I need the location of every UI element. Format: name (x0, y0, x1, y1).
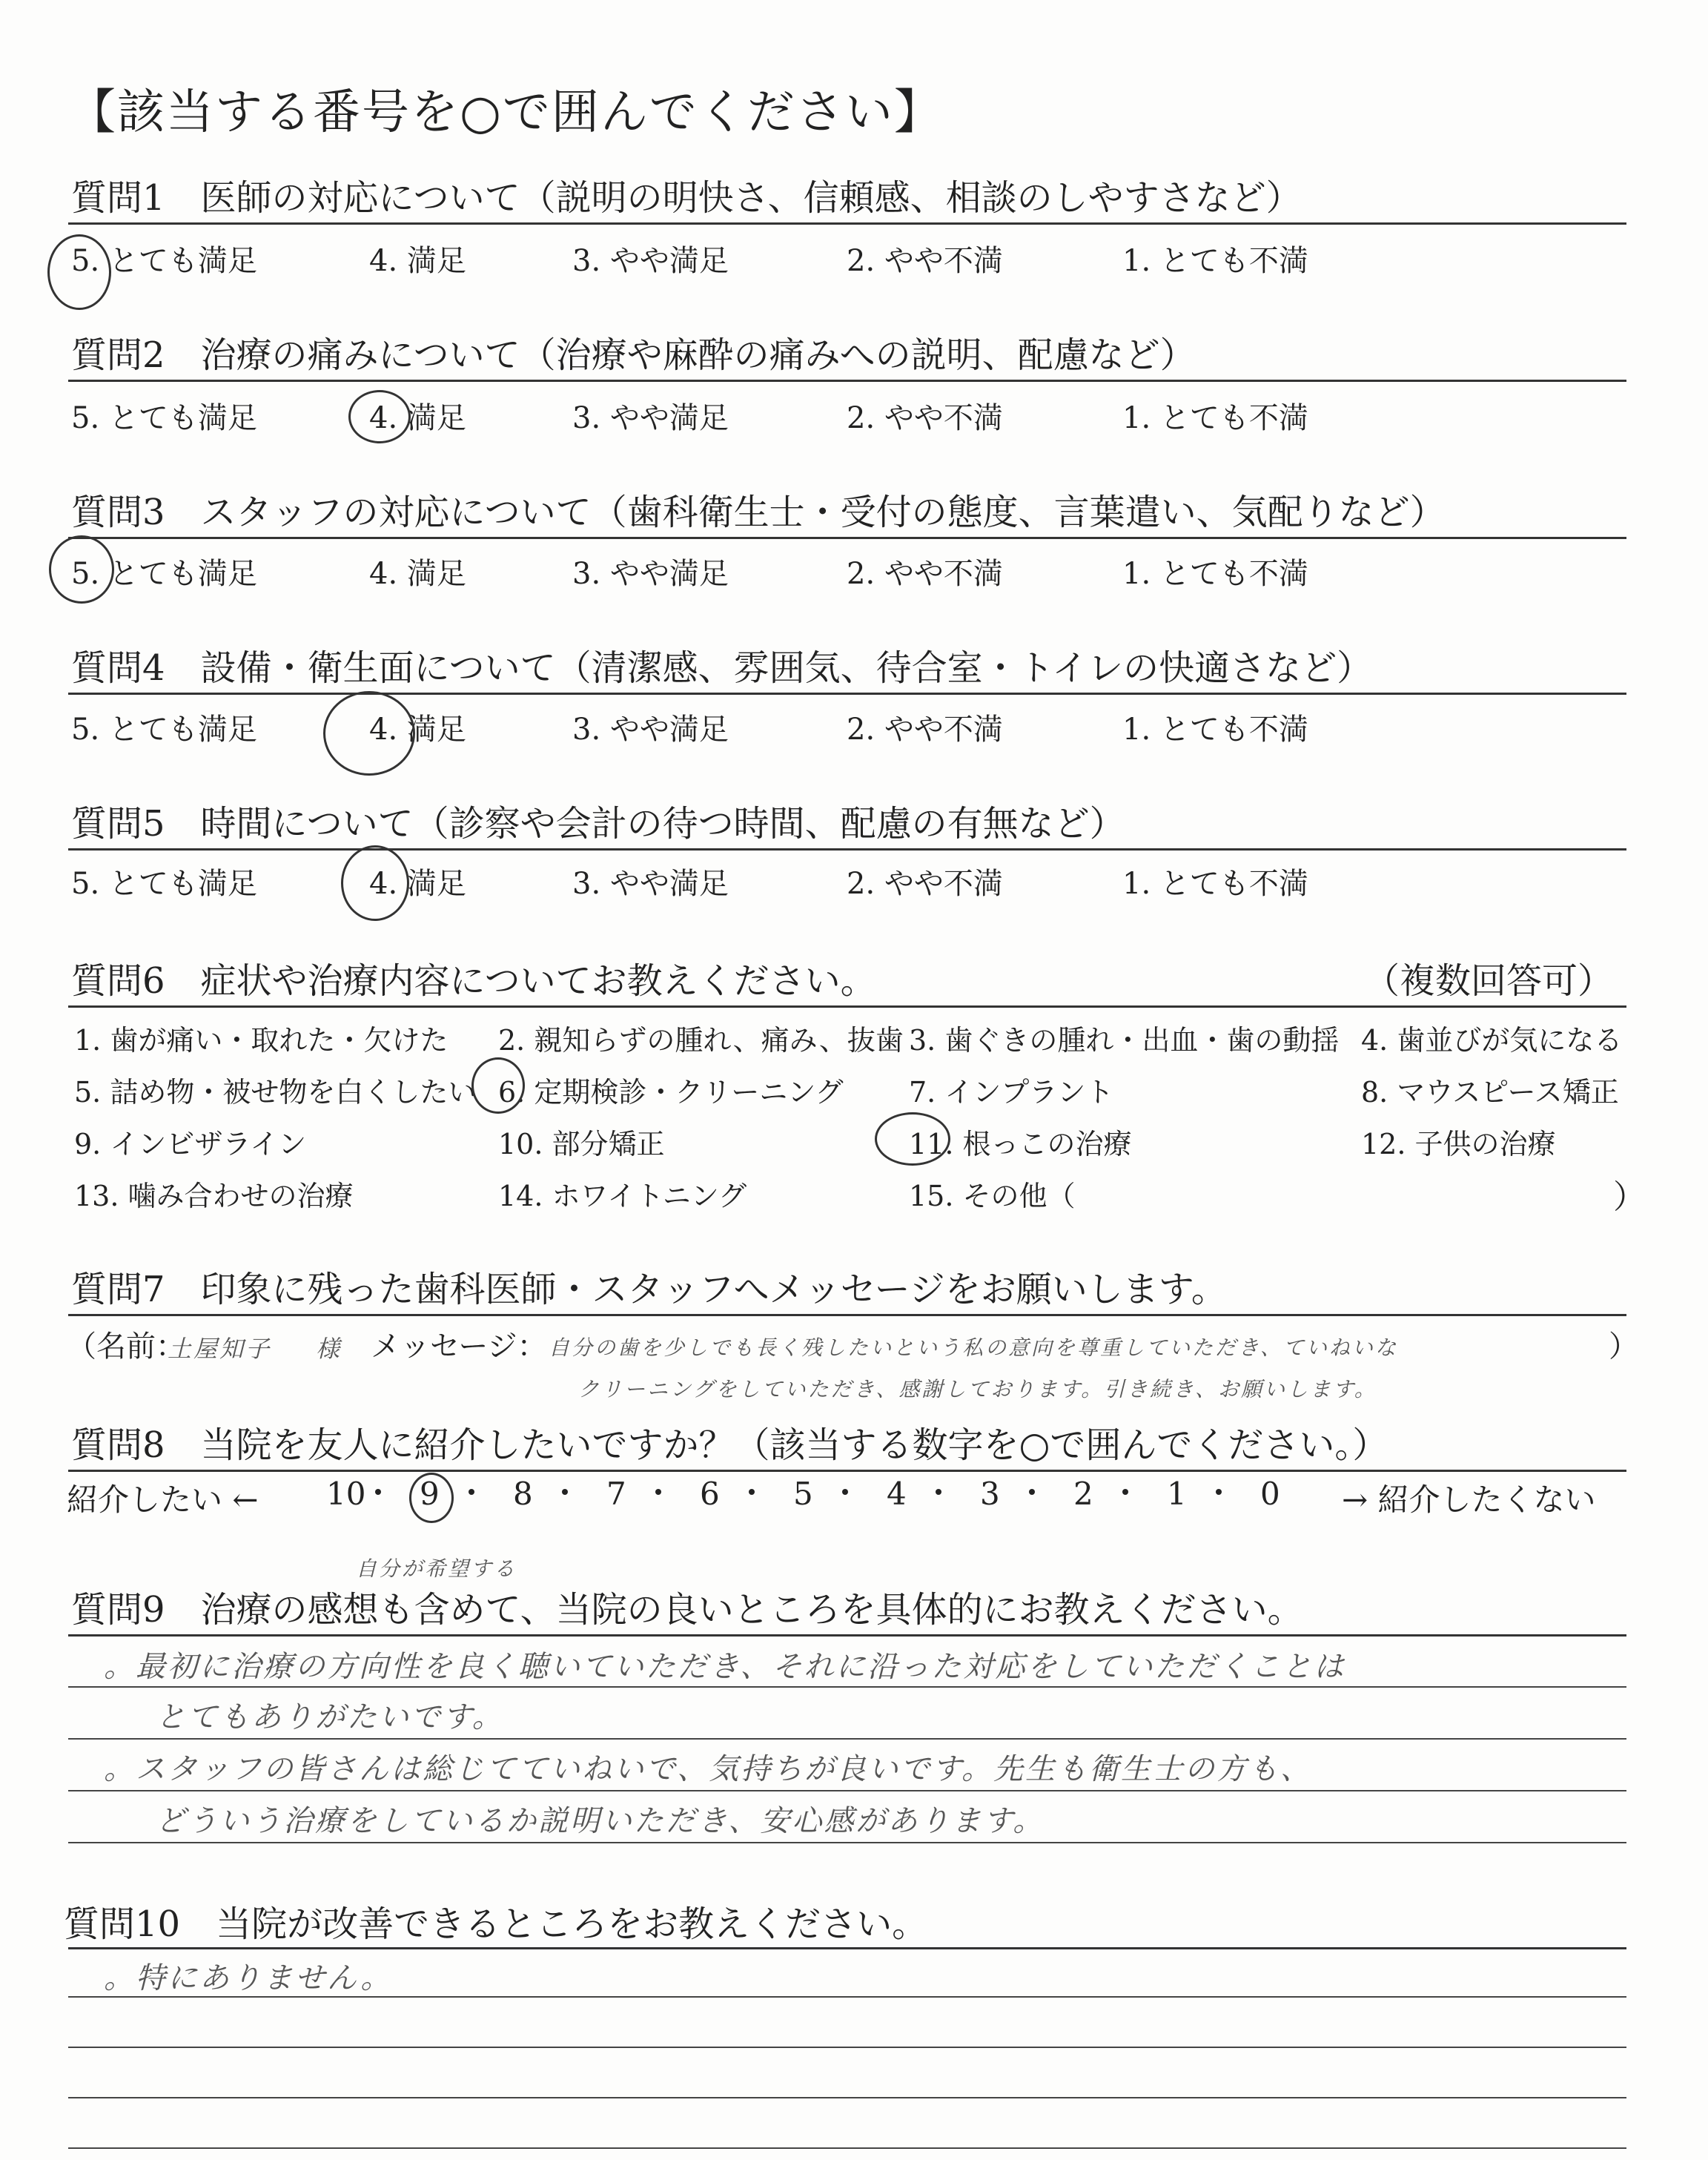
q8-scale-value-5[interactable]: 5 (793, 1476, 813, 1512)
q7-message-label: メッセージ： (371, 1330, 547, 1364)
q6-option-4[interactable]: 4. 歯並びが気になる (1361, 1024, 1623, 1057)
q8-scale-dot (1216, 1489, 1222, 1495)
question-7-title: 質問7 印象に残った歯科医師・スタッフへメッセージをお願いします。 (71, 1269, 1227, 1310)
q8-scale-dot (1029, 1489, 1035, 1495)
q8-scale-value-0[interactable]: 0 (1260, 1476, 1280, 1512)
q10-answer-line-1[interactable]: 。特にありません。 (104, 1961, 393, 1995)
q6-selection-circle-11 (875, 1112, 950, 1166)
q6-option-8[interactable]: 8. マウスピース矯正 (1361, 1076, 1619, 1109)
q3-option-1[interactable]: 1. とても不満 (1122, 557, 1308, 591)
question-9-title: 質問9 治療の感想も含めて、当院の良いところを具体的にお教えください。 (71, 1589, 1303, 1631)
q9-answer-line-3[interactable]: 。スタッフの皆さんは総じてていねいで、気持ちが良いです。先生も衛生士の方も、 (104, 1752, 1312, 1786)
q8-scale-dot (655, 1489, 661, 1495)
q4-option-4[interactable]: 4. 満足 (369, 713, 466, 747)
q6-option-3[interactable]: 3. 歯ぐきの腫れ・出血・歯の動揺 (909, 1024, 1340, 1057)
q6-option-15[interactable]: 15. その他（ (909, 1180, 1076, 1212)
q5-selection-circle (341, 845, 409, 921)
question-5-rule (68, 848, 1626, 851)
question-2-rule (68, 380, 1626, 382)
q9-answer-line-1[interactable]: 。最初に治療の方向性を良く聴いていただき、それに沿った対応をしていただくことは (104, 1650, 1346, 1684)
q6-option-13[interactable]: 13. 噛み合わせの治療 (74, 1180, 354, 1212)
question-10-title: 質問10 当院が改善できるところをお教えください。 (64, 1903, 928, 1945)
q9-writing-line (68, 1686, 1626, 1688)
question-8-rule (68, 1470, 1626, 1472)
q8-selection-circle (409, 1473, 454, 1523)
q8-scale-value-2[interactable]: 2 (1073, 1476, 1093, 1512)
question-10-rule (68, 1947, 1626, 1949)
q9-writing-line (68, 1842, 1626, 1843)
q4-option-3[interactable]: 3. やや満足 (572, 713, 729, 747)
question-6-title: 質問6 症状や治療内容についてお教えください。 (71, 960, 876, 1002)
q8-scale-dot (562, 1489, 568, 1495)
q6-other-close-paren: ） (1613, 1178, 1646, 1216)
question-4-title: 質問4 設備・衛生面について（清潔感、雰囲気、待合室・トイレの快適さなど） (71, 647, 1373, 689)
question-9-rule (68, 1634, 1626, 1636)
q9-answer-line-2[interactable]: とてもありがたいです。 (156, 1700, 504, 1734)
q8-scale-dot (842, 1489, 848, 1495)
question-7-rule (68, 1314, 1626, 1316)
question-8-title: 質問8 当院を友人に紹介したいですか？（該当する数字を○で囲んでください。） (71, 1424, 1388, 1466)
q6-option-7[interactable]: 7. インプラント (909, 1076, 1114, 1109)
q10-writing-line (68, 2147, 1626, 2149)
q7-close-paren: ） (1609, 1330, 1638, 1364)
q2-option-1[interactable]: 1. とても不満 (1122, 401, 1308, 435)
q10-writing-line (68, 2097, 1626, 2098)
q6-option-2[interactable]: 2. 親知らずの腫れ、痛み、抜歯 (498, 1024, 904, 1057)
q8-scale-dot (749, 1489, 755, 1495)
q6-option-11[interactable]: 11. 根っこの治療 (909, 1128, 1132, 1160)
q8-scale-value-3[interactable]: 3 (980, 1476, 1000, 1512)
q3-option-3[interactable]: 3. やや満足 (572, 557, 729, 591)
q8-scale-value-4[interactable]: 4 (887, 1476, 907, 1512)
question-5-title: 質問5 時間について（診察や会計の待つ時間、配慮の有無など） (71, 803, 1125, 845)
question-1-title: 質問1 医師の対応について（説明の明快さ、信頼感、相談のしやすさなど） (71, 177, 1302, 219)
q4-option-5[interactable]: 5. とても満足 (71, 713, 257, 747)
question-6-note: （複数回答可） (1364, 960, 1614, 1002)
q5-option-5[interactable]: 5. とても満足 (71, 867, 257, 901)
q6-option-1[interactable]: 1. 歯が痛い・取れた・欠けた (74, 1024, 448, 1057)
q3-selection-circle (49, 535, 114, 604)
q8-scale-value-10[interactable]: 10 (326, 1476, 366, 1512)
q1-option-3[interactable]: 3. やや満足 (572, 244, 729, 278)
q8-scale-dot (375, 1489, 381, 1495)
q8-scale-value-9[interactable]: 9 (420, 1476, 440, 1512)
question-2-title: 質問2 治療の痛みについて（治療や麻酔の痛みへの説明、配慮など） (71, 334, 1196, 376)
q1-selection-circle (47, 234, 111, 310)
q8-scale-value-8[interactable]: 8 (513, 1476, 533, 1512)
q9-writing-line (68, 1738, 1626, 1740)
question-3-title: 質問3 スタッフの対応について（歯科衛生士・受付の態度、言葉遣い、気配りなど） (71, 492, 1446, 533)
q2-option-4[interactable]: 4. 満足 (369, 401, 466, 435)
q6-option-9[interactable]: 9. インビザライン (74, 1128, 307, 1160)
q6-option-10[interactable]: 10. 部分矯正 (498, 1128, 665, 1160)
q1-option-4[interactable]: 4. 満足 (369, 244, 466, 278)
q9-writing-line (68, 1790, 1626, 1791)
q6-option-14[interactable]: 14. ホワイトニング (498, 1180, 747, 1212)
q2-option-2[interactable]: 2. やや不満 (847, 401, 1003, 435)
q9-insertion-note: 自分が希望する (356, 1556, 517, 1581)
question-3-rule (68, 537, 1626, 539)
q6-option-12[interactable]: 12. 子供の治療 (1361, 1128, 1556, 1160)
q8-scale-dot (469, 1489, 474, 1495)
q5-option-2[interactable]: 2. やや不満 (847, 867, 1003, 901)
q8-scale-dot (936, 1489, 941, 1495)
q7-message-line-2[interactable]: クリーニングをしていただき、感謝しております。引き続き、お願いします。 (578, 1377, 1377, 1401)
q5-option-3[interactable]: 3. やや満足 (572, 867, 729, 901)
q3-option-5[interactable]: 5. とても満足 (71, 557, 257, 591)
q3-option-2[interactable]: 2. やや不満 (847, 557, 1003, 591)
q8-left-label: 紹介したい ← (67, 1482, 259, 1518)
question-4-rule (68, 693, 1626, 695)
question-6-rule (68, 1005, 1626, 1008)
q6-option-6[interactable]: 6. 定期検診・クリーニング (498, 1076, 844, 1109)
q4-selection-circle (323, 691, 415, 776)
q1-option-5[interactable]: 5. とても満足 (71, 244, 257, 278)
q5-option-1[interactable]: 1. とても不満 (1122, 867, 1308, 901)
q9-answer-line-4[interactable]: どういう治療をしているか説明いただき、安心感があります。 (156, 1804, 1045, 1838)
q3-option-4[interactable]: 4. 満足 (369, 557, 466, 591)
q8-scale-dot (1122, 1489, 1128, 1495)
q7-honorific: 様 (316, 1335, 342, 1363)
page-title: 【該当する番号を○で囲んでください】 (68, 85, 943, 140)
q7-message-line-1[interactable]: 自分の歯を少しでも長く残したいという私の意向を尊重していただき、ていねいな (549, 1335, 1398, 1360)
q10-writing-line (68, 2047, 1626, 2048)
q6-option-5[interactable]: 5. 詰め物・被せ物を白くしたい (74, 1076, 477, 1109)
q8-scale-value-7[interactable]: 7 (606, 1476, 626, 1512)
q2-selection-circle (348, 390, 411, 443)
q5-option-4[interactable]: 4. 満足 (369, 867, 466, 901)
q6-selection-circle-6 (471, 1057, 525, 1114)
question-1-rule (68, 222, 1626, 225)
q1-option-1[interactable]: 1. とても不満 (1122, 244, 1308, 278)
q8-scale-value-6[interactable]: 6 (700, 1476, 720, 1512)
q8-scale-value-1[interactable]: 1 (1167, 1476, 1187, 1512)
q2-option-5[interactable]: 5. とても満足 (71, 401, 257, 435)
q1-option-2[interactable]: 2. やや不満 (847, 244, 1003, 278)
q4-option-2[interactable]: 2. やや不満 (847, 713, 1003, 747)
q7-name-label: （名前： (67, 1330, 185, 1364)
q8-right-label: → 紹介したくない (1342, 1482, 1596, 1518)
q4-option-1[interactable]: 1. とても不満 (1122, 713, 1308, 747)
q2-option-3[interactable]: 3. やや満足 (572, 401, 729, 435)
q7-name-value[interactable]: 土屋知子 (168, 1335, 272, 1363)
